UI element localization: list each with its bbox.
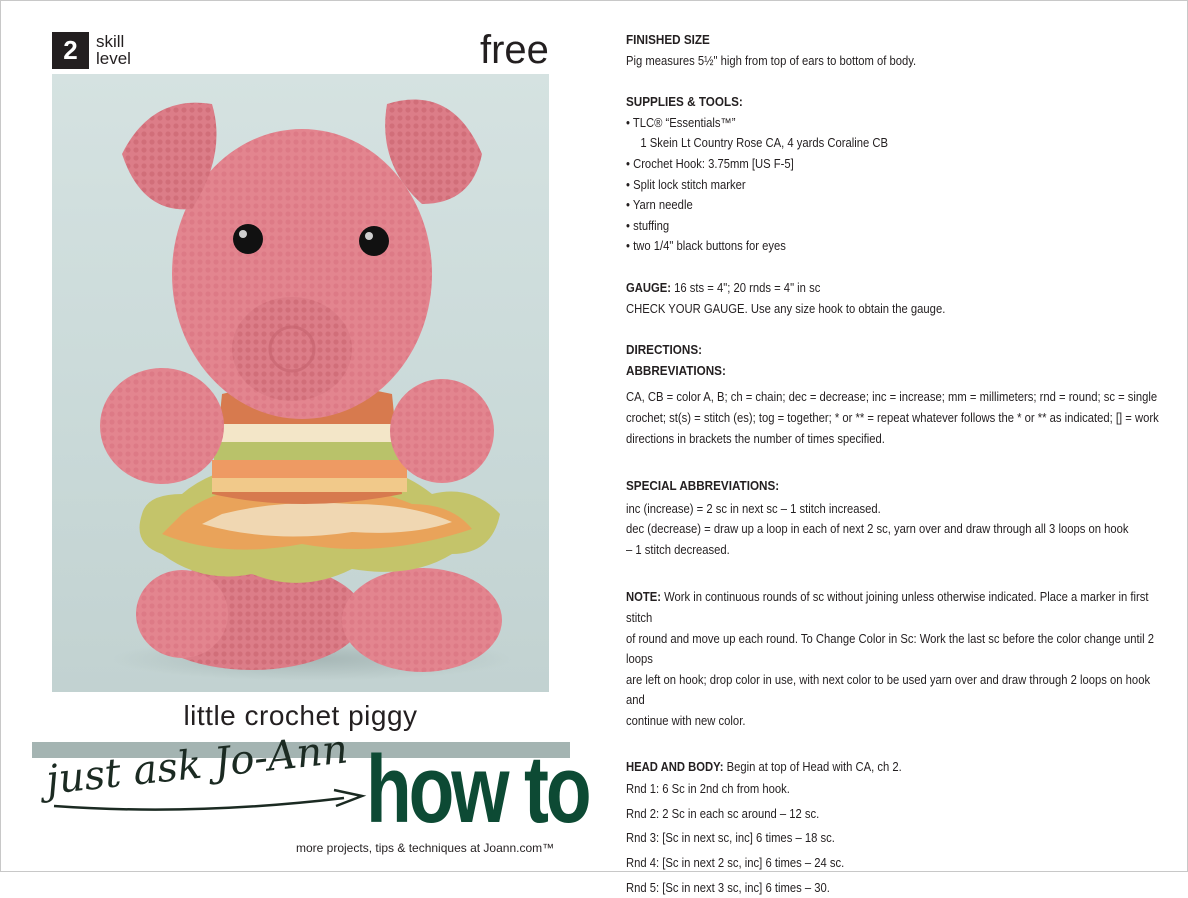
crochet-pig-illustration [52, 74, 549, 692]
gauge-text: 16 sts = 4"; 20 rnds = 4" in sc [671, 280, 821, 295]
head-body-line [626, 757, 1171, 778]
head-body-intro: Begin at top of Head with CA, ch 2. [723, 759, 902, 774]
skill-word: skill [96, 32, 125, 51]
note-text: are left on hook; drop color in use, with next color to be used yarn over and draw through 2 loops on hook and [626, 672, 1151, 708]
finished-size-text: Pig measures 5½" high from top of ears to bottom of body. [626, 53, 917, 68]
price-label: free [480, 28, 549, 72]
special-abbreviations-heading: SPECIAL ABBREVIATIONS: [626, 478, 780, 494]
finished-size-heading: FINISHED SIZE [626, 32, 710, 47]
special-inc: inc (increase) = 2 sc in next sc – 1 stitch increased. [626, 501, 881, 516]
round-instruction: Rnd 1: 6 Sc in 2nd ch from hook. [626, 782, 790, 797]
skill-level-badge: 2 [52, 32, 89, 69]
supply-item: • TLC® “Essentials™” [626, 115, 736, 130]
abbreviations-heading: ABBREVIATIONS: [626, 362, 726, 378]
gauge-check: CHECK YOUR GAUGE. Use any size hook to obtain the gauge. [626, 301, 946, 316]
supply-item: • stuffing [626, 218, 670, 233]
note-line [626, 587, 1171, 628]
project-caption: little crochet piggy [183, 700, 418, 731]
skill-level-label [96, 33, 131, 67]
supply-item: • Crochet Hook: 3.75mm [US F-5] [626, 156, 794, 171]
note-text: continue with new color. [626, 714, 746, 729]
pig-photo [52, 74, 549, 692]
gauge-label: GAUGE: [626, 280, 671, 295]
supplies-heading: SUPPLIES & TOOLS: [626, 94, 743, 110]
supply-item: • two 1/4" black buttons for eyes [626, 239, 786, 254]
brand-script-logo: just ask Jo-Ann [44, 726, 351, 804]
note-label: NOTE: [626, 590, 662, 605]
abbreviations-text: crochet; st(s) = stitch (es); tog = together; * or ** = repeat whatever follows the * or ** as indicated; [] = work [626, 410, 1159, 425]
head-body-label: HEAD AND BODY: [626, 759, 724, 774]
pattern-instructions [626, 30, 1171, 898]
brand-howto-logo: how to [366, 736, 589, 843]
round-instruction: Rnd 5: [Sc in next 3 sc, inc] 6 times – 30. [626, 880, 830, 895]
abbreviations-text: directions in brackets the number of times specified. [626, 431, 885, 446]
brand-arrow-icon [44, 776, 374, 816]
supply-item: 1 Skein Lt Country Rose CA, 4 yards Coraline CB [640, 136, 889, 151]
directions-heading: DIRECTIONS: [626, 342, 703, 358]
note-text: Work in continuous rounds of sc without joining unless otherwise indicated. Place a marker in first stitch [626, 590, 1149, 626]
abbreviations-text: CA, CB = color A, B; ch = chain; dec = decrease; inc = increase; mm = millimeters; rnd = round; sc = single [626, 390, 1158, 405]
note-text: of round and move up each round. To Change Color in Sc: Work the last sc before the color change until 2 loops [626, 631, 1155, 667]
special-dec: – 1 stitch decreased. [626, 542, 730, 557]
supply-item: • Split lock stitch marker [626, 177, 746, 192]
round-instruction: Rnd 2: 2 Sc in each sc around – 12 sc. [626, 806, 820, 821]
gauge-line [626, 278, 1171, 299]
special-dec: dec (decrease) = draw up a loop in each of next 2 sc, yarn over and draw through all 3 loops on hook [626, 522, 1129, 537]
round-instruction: Rnd 3: [Sc in next sc, inc] 6 times – 18 sc. [626, 831, 835, 846]
website-tagline[interactable]: more projects, tips & techniques at Joann.com™ [296, 841, 555, 855]
round-instruction: Rnd 4: [Sc in next 2 sc, inc] 6 times – 24 sc. [626, 856, 845, 870]
level-word: level [96, 49, 131, 68]
supply-item: • Yarn needle [626, 198, 693, 213]
